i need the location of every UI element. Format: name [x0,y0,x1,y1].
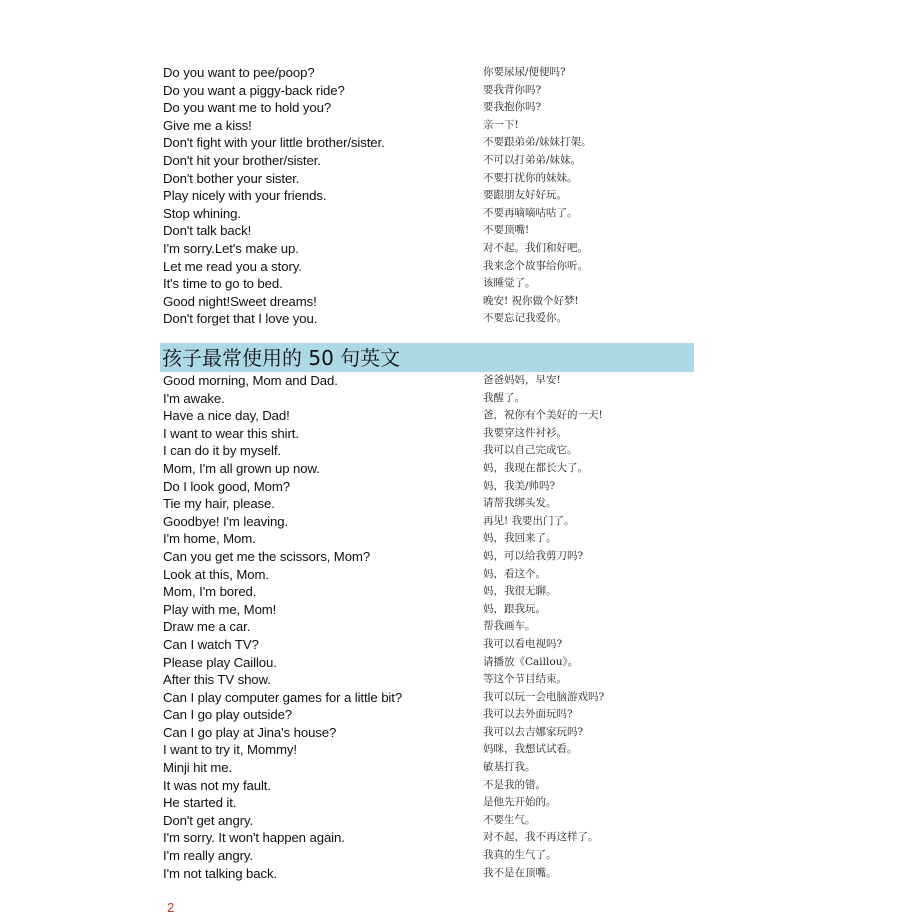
phrase-row [162,372,702,390]
english-phrase: Goodbye! I'm leaving. [163,513,289,529]
chinese-translation: 对不起，我不再这样了。 [483,831,599,844]
chinese-translation: 妈，看这个。 [483,567,546,580]
phrase-row [162,64,702,82]
chinese-translation: 妈咪，我想试试看。 [483,743,578,756]
chinese-translation: 要跟朋友好好玩。 [483,189,567,202]
phrase-row [162,310,702,328]
english-phrase: It was not my fault. [163,777,271,793]
english-phrase: He started it. [163,795,237,811]
phrase-row [162,829,702,847]
chinese-translation: 再见! 我要出门了。 [483,514,575,527]
phrase-row [162,583,702,601]
english-phrase: Good morning, Mom and Dad. [163,373,338,388]
phrase-list-children [162,372,702,882]
english-phrase: Can I go play at Jina's house? [163,724,337,740]
chinese-translation: 不要再嘀嘀咕咕了。 [483,206,578,219]
english-phrase: Let me read you a story. [163,258,302,274]
section-heading: 孩子最常使用的 50 句英文 [160,343,694,372]
phrase-row [162,99,702,117]
english-phrase: I want to wear this shirt. [163,425,299,441]
english-phrase: It's time to go to bed. [163,276,283,292]
chinese-translation: 不是我的错。 [483,778,546,791]
chinese-translation: 等这个节目结束。 [483,673,567,686]
english-phrase: Don't forget that I love you. [163,311,318,327]
chinese-translation: 妈，可以给我剪刀吗? [483,549,584,562]
phrase-row [162,794,702,812]
chinese-translation: 请帮我绑头发。 [483,497,557,510]
phrase-row [162,117,702,135]
english-phrase: Draw me a car. [163,619,251,635]
phrase-row [162,478,702,496]
phrase-row [162,847,702,865]
english-phrase: I'm really angry. [163,848,253,864]
phrase-row [162,442,702,460]
phrase-row [162,530,702,548]
english-phrase: I'm sorry.Let's make up. [163,240,299,256]
chinese-translation: 我可以自己完成它。 [483,444,578,457]
english-phrase: Good night!Sweet dreams! [163,293,317,309]
phrase-row [162,425,702,443]
english-phrase: Don't bother your sister. [163,170,300,186]
chinese-translation: 妈，我美/帅吗? [483,479,556,492]
english-phrase: After this TV show. [163,672,271,688]
english-phrase: Can you get me the scissors, Mom? [163,548,371,564]
phrase-row [162,258,702,276]
phrase-row [162,689,702,707]
english-phrase: Tie my hair, please. [163,496,275,512]
english-phrase: Please play Caillou. [163,654,277,670]
chinese-translation: 是他先开始的。 [483,796,557,809]
chinese-translation: 爸爸妈妈，早安! [483,374,561,386]
english-phrase: I'm not talking back. [163,865,278,881]
phrase-row [162,548,702,566]
phrase-row [162,812,702,830]
english-phrase: Don't get angry. [163,812,254,828]
chinese-translation: 不要打扰你的妹妹。 [483,171,578,184]
chinese-translation: 爸，祝你有个美好的一天! [483,409,603,422]
phrase-row [162,601,702,619]
phrase-row [162,636,702,654]
english-phrase: Do you want a piggy-back ride? [163,82,345,98]
phrase-row [162,777,702,795]
english-phrase: Mom, I'm all grown up now. [163,460,320,476]
phrase-row [162,741,702,759]
phrase-row [162,152,702,170]
chinese-translation: 亲一下! [483,118,519,131]
english-phrase: Don't talk back! [163,223,252,239]
phrase-row [162,293,702,311]
chinese-translation: 妈，跟我玩。 [483,602,546,615]
phrase-row [162,275,702,293]
chinese-translation: 不要生气。 [483,813,536,826]
english-phrase: Can I watch TV? [163,636,259,652]
chinese-translation: 要我抱你吗? [483,101,542,114]
phrase-row [162,170,702,188]
phrase-row [162,618,702,636]
chinese-translation: 我醒了。 [483,391,525,404]
phrase-row [162,759,702,777]
english-phrase: I can do it by myself. [163,443,282,459]
chinese-translation: 不要跟弟弟/妹妹打架。 [483,136,592,149]
phrase-row [162,134,702,152]
phrase-row [162,513,702,531]
phrase-row [162,865,702,883]
phrase-row [162,566,702,584]
phrase-row [162,187,702,205]
chinese-translation: 晚安! 祝你做个好梦! [483,294,579,307]
english-phrase: Do you want me to hold you? [163,100,332,116]
english-phrase: I'm sorry. It won't happen again. [163,830,345,846]
chinese-translation: 对不起。我们和好吧。 [483,241,588,254]
english-phrase: Play with me, Mom! [163,601,277,617]
phrase-row [162,82,702,100]
english-phrase: Play nicely with your friends. [163,188,327,204]
phrase-list-parents [162,64,702,328]
english-phrase: Give me a kiss! [163,117,252,133]
chinese-translation: 我来念个故事给你听。 [483,259,588,272]
chinese-translation: 我可以去外面玩吗? [483,708,573,721]
english-phrase: Do you want to pee/poop? [163,65,315,80]
chinese-translation: 妈，我回来了。 [483,532,557,545]
phrase-row [162,205,702,223]
phrase-row [162,222,702,240]
chinese-translation: 要我背你吗? [483,83,542,96]
english-phrase: Can I play computer games for a little bit? [163,689,403,705]
chinese-translation: 我要穿这件衬衫。 [483,426,567,439]
chinese-translation: 我可以玩一会电脑游戏吗? [483,690,605,703]
phrase-row [162,407,702,425]
chinese-translation: 请播放《Caillou》。 [483,655,579,668]
chinese-translation: 我不是在顶嘴。 [483,866,557,879]
english-phrase: Minji hit me. [163,760,233,776]
chinese-translation: 妈，我很无聊。 [483,585,557,598]
phrase-row [162,654,702,672]
english-phrase: I want to try it, Mommy! [163,742,297,758]
english-phrase: Don't fight with your little brother/sister. [163,135,385,151]
chinese-translation: 不要顶嘴! [483,224,530,237]
chinese-translation: 我可以去吉娜家玩吗? [483,725,584,738]
english-phrase: I'm awake. [163,390,225,406]
chinese-translation: 不要忘记我爱你。 [483,312,567,325]
phrase-row [162,495,702,513]
chinese-translation: 该睡觉了。 [483,277,536,290]
phrase-row [162,390,702,408]
chinese-translation: 我可以看电视吗? [483,637,563,650]
english-phrase: Look at this, Mom. [163,566,269,582]
page-number: 2 [167,900,175,915]
english-phrase: Can I go play outside? [163,707,293,723]
english-phrase: Have a nice day, Dad! [163,408,290,424]
english-phrase: I'm home, Mom. [163,531,256,547]
phrase-row [162,671,702,689]
phrase-row [162,460,702,478]
phrase-row [162,706,702,724]
english-phrase: Stop whining. [163,205,241,221]
chinese-translation: 你要尿尿/便便吗? [483,66,566,78]
chinese-translation: 敏基打我。 [483,761,536,774]
english-phrase: Mom, I'm bored. [163,584,257,600]
chinese-translation: 不可以打弟弟/妹妹。 [483,153,582,166]
phrase-row [162,724,702,742]
chinese-translation: 帮我画车。 [483,620,536,633]
english-phrase: Don't hit your brother/sister. [163,152,321,168]
chinese-translation: 妈，我现在都长大了。 [483,461,588,474]
chinese-translation: 我真的生气了。 [483,849,557,862]
phrase-row [162,240,702,258]
english-phrase: Do I look good, Mom? [163,478,291,494]
